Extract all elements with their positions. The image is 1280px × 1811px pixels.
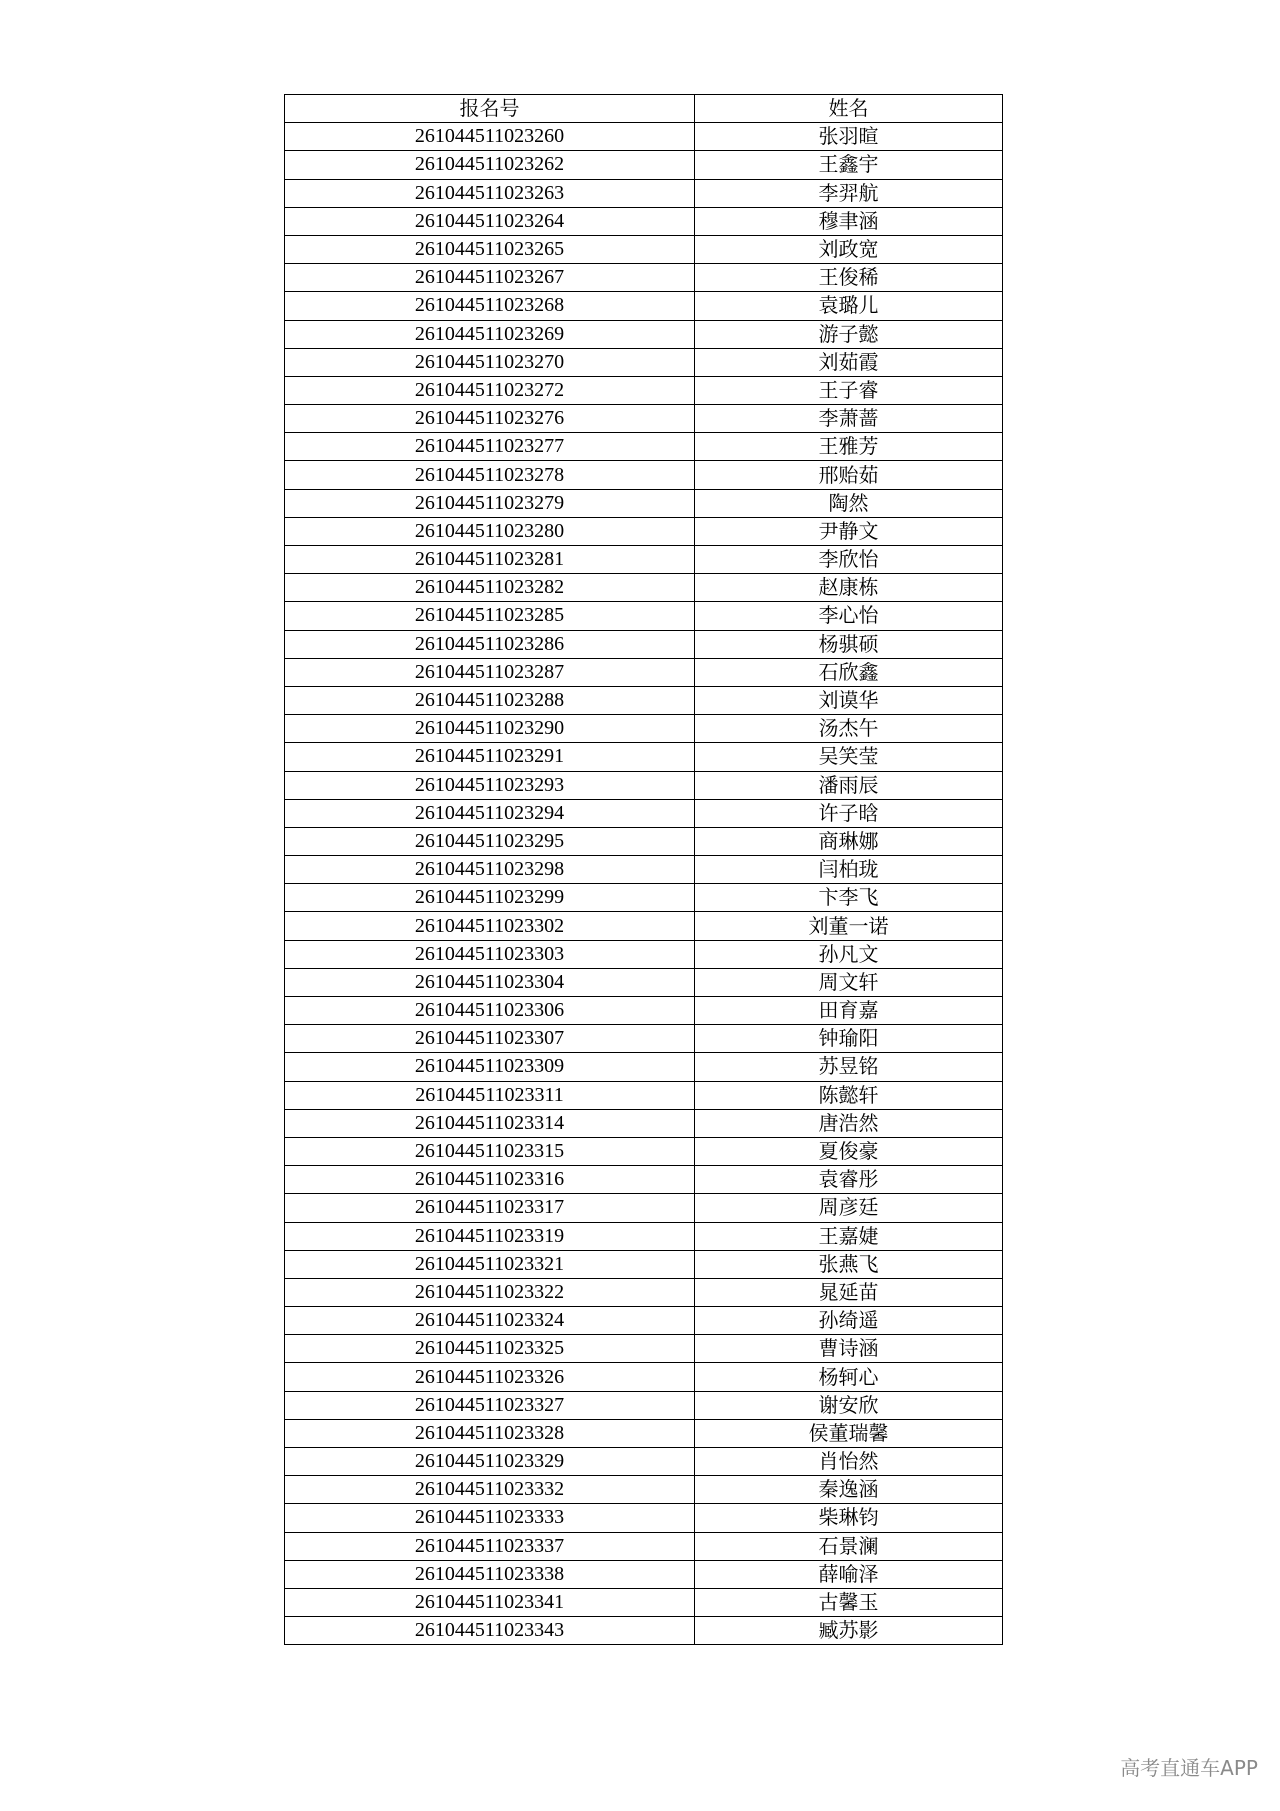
table-row bbox=[285, 489, 1003, 517]
registration-number-cell: 261044511023319 bbox=[285, 1222, 695, 1250]
student-name-cell: 张羽暄 bbox=[695, 123, 1003, 151]
student-name-cell: 侯董瑞馨 bbox=[695, 1419, 1003, 1447]
table-row bbox=[285, 658, 1003, 686]
table-row bbox=[285, 856, 1003, 884]
registration-number-cell: 261044511023278 bbox=[285, 461, 695, 489]
student-name-cell: 肖怡然 bbox=[695, 1448, 1003, 1476]
table-row bbox=[285, 1532, 1003, 1560]
registration-number-cell: 261044511023328 bbox=[285, 1419, 695, 1447]
student-name-cell: 唐浩然 bbox=[695, 1109, 1003, 1137]
registration-number-cell: 261044511023282 bbox=[285, 574, 695, 602]
table-row bbox=[285, 1194, 1003, 1222]
table-row bbox=[285, 348, 1003, 376]
registration-number-cell: 261044511023304 bbox=[285, 968, 695, 996]
student-name-cell: 杨骐硕 bbox=[695, 630, 1003, 658]
student-name-cell: 薛喻泽 bbox=[695, 1560, 1003, 1588]
table-row bbox=[285, 1081, 1003, 1109]
column-header-registration-number: 报名号 bbox=[285, 95, 695, 123]
student-name-cell: 潘雨辰 bbox=[695, 771, 1003, 799]
registration-number-cell: 261044511023269 bbox=[285, 320, 695, 348]
student-name-cell: 李萧蔷 bbox=[695, 405, 1003, 433]
table-row bbox=[285, 940, 1003, 968]
student-name-cell: 臧苏影 bbox=[695, 1617, 1003, 1645]
student-name-cell: 李羿航 bbox=[695, 179, 1003, 207]
registration-number-cell: 261044511023329 bbox=[285, 1448, 695, 1476]
table-body bbox=[285, 123, 1003, 1645]
table-row bbox=[285, 1109, 1003, 1137]
table-row bbox=[285, 1617, 1003, 1645]
registration-number-cell: 261044511023314 bbox=[285, 1109, 695, 1137]
student-name-cell: 王鑫宇 bbox=[695, 151, 1003, 179]
registration-number-cell: 261044511023279 bbox=[285, 489, 695, 517]
student-name-cell: 钟瑜阳 bbox=[695, 1025, 1003, 1053]
student-name-cell: 游子懿 bbox=[695, 320, 1003, 348]
student-name-cell: 古馨玉 bbox=[695, 1588, 1003, 1616]
student-name-cell: 秦逸涵 bbox=[695, 1476, 1003, 1504]
student-name-cell: 柴琳钧 bbox=[695, 1504, 1003, 1532]
table-row bbox=[285, 123, 1003, 151]
registration-number-cell: 261044511023265 bbox=[285, 235, 695, 263]
student-name-cell: 田育嘉 bbox=[695, 997, 1003, 1025]
student-name-cell: 李心怡 bbox=[695, 602, 1003, 630]
student-name-cell: 王子睿 bbox=[695, 376, 1003, 404]
student-name-cell: 夏俊豪 bbox=[695, 1137, 1003, 1165]
student-name-cell: 陶然 bbox=[695, 489, 1003, 517]
registration-number-cell: 261044511023290 bbox=[285, 715, 695, 743]
table-row bbox=[285, 264, 1003, 292]
registration-number-cell: 261044511023262 bbox=[285, 151, 695, 179]
student-name-cell: 晁延苗 bbox=[695, 1278, 1003, 1306]
table-row bbox=[285, 461, 1003, 489]
registration-number-cell: 261044511023303 bbox=[285, 940, 695, 968]
registration-number-cell: 261044511023326 bbox=[285, 1363, 695, 1391]
student-name-cell: 杨轲心 bbox=[695, 1363, 1003, 1391]
registration-number-cell: 261044511023276 bbox=[285, 405, 695, 433]
table-row bbox=[285, 1278, 1003, 1306]
student-name-cell: 王俊稀 bbox=[695, 264, 1003, 292]
student-name-cell: 石景澜 bbox=[695, 1532, 1003, 1560]
table-row bbox=[285, 1250, 1003, 1278]
registration-number-cell: 261044511023268 bbox=[285, 292, 695, 320]
student-name-cell: 袁睿彤 bbox=[695, 1166, 1003, 1194]
registration-number-cell: 261044511023291 bbox=[285, 743, 695, 771]
registration-number-cell: 261044511023315 bbox=[285, 1137, 695, 1165]
table-row bbox=[285, 1419, 1003, 1447]
student-name-cell: 周彦廷 bbox=[695, 1194, 1003, 1222]
table-row bbox=[285, 1137, 1003, 1165]
registration-number-cell: 261044511023288 bbox=[285, 686, 695, 714]
registration-number-cell: 261044511023263 bbox=[285, 179, 695, 207]
student-name-cell: 周文轩 bbox=[695, 968, 1003, 996]
table-row bbox=[285, 207, 1003, 235]
student-name-cell: 赵康栋 bbox=[695, 574, 1003, 602]
table-row bbox=[285, 884, 1003, 912]
student-name-cell: 闫柏珑 bbox=[695, 856, 1003, 884]
registration-number-cell: 261044511023324 bbox=[285, 1307, 695, 1335]
table-row bbox=[285, 1448, 1003, 1476]
student-name-cell: 曹诗涵 bbox=[695, 1335, 1003, 1363]
table-row bbox=[285, 630, 1003, 658]
registration-number-cell: 261044511023267 bbox=[285, 264, 695, 292]
table-row bbox=[285, 799, 1003, 827]
student-name-cell: 刘董一诺 bbox=[695, 912, 1003, 940]
student-name-cell: 穆聿涵 bbox=[695, 207, 1003, 235]
registration-number-cell: 261044511023338 bbox=[285, 1560, 695, 1588]
table-row bbox=[285, 827, 1003, 855]
student-name-cell: 卞李飞 bbox=[695, 884, 1003, 912]
student-name-cell: 李欣怡 bbox=[695, 546, 1003, 574]
table-row bbox=[285, 1476, 1003, 1504]
registration-number-cell: 261044511023306 bbox=[285, 997, 695, 1025]
table-row bbox=[285, 235, 1003, 263]
table-row bbox=[285, 1560, 1003, 1588]
student-name-cell: 袁璐儿 bbox=[695, 292, 1003, 320]
table-row bbox=[285, 743, 1003, 771]
table-row bbox=[285, 1504, 1003, 1532]
registration-number-cell: 261044511023298 bbox=[285, 856, 695, 884]
student-name-cell: 刘谟华 bbox=[695, 686, 1003, 714]
registration-number-cell: 261044511023307 bbox=[285, 1025, 695, 1053]
student-name-cell: 刘政宽 bbox=[695, 235, 1003, 263]
table-row bbox=[285, 771, 1003, 799]
table-row bbox=[285, 151, 1003, 179]
table-row bbox=[285, 517, 1003, 545]
table-row bbox=[285, 1363, 1003, 1391]
registration-number-cell: 261044511023272 bbox=[285, 376, 695, 404]
registration-number-cell: 261044511023333 bbox=[285, 1504, 695, 1532]
registration-number-cell: 261044511023343 bbox=[285, 1617, 695, 1645]
admission-list-table bbox=[284, 94, 1003, 1645]
registration-number-cell: 261044511023337 bbox=[285, 1532, 695, 1560]
registration-number-cell: 261044511023293 bbox=[285, 771, 695, 799]
registration-number-cell: 261044511023285 bbox=[285, 602, 695, 630]
student-name-cell: 尹静文 bbox=[695, 517, 1003, 545]
student-name-cell: 邢贻茹 bbox=[695, 461, 1003, 489]
registration-number-cell: 261044511023299 bbox=[285, 884, 695, 912]
table-row bbox=[285, 376, 1003, 404]
registration-number-cell: 261044511023311 bbox=[285, 1081, 695, 1109]
table-row bbox=[285, 179, 1003, 207]
registration-number-cell: 261044511023281 bbox=[285, 546, 695, 574]
table-header-row bbox=[285, 95, 1003, 123]
student-name-cell: 张燕飞 bbox=[695, 1250, 1003, 1278]
table-row bbox=[285, 320, 1003, 348]
registration-number-cell: 261044511023302 bbox=[285, 912, 695, 940]
table-row bbox=[285, 968, 1003, 996]
registration-number-cell: 261044511023286 bbox=[285, 630, 695, 658]
student-name-cell: 汤杰午 bbox=[695, 715, 1003, 743]
registration-number-cell: 261044511023309 bbox=[285, 1053, 695, 1081]
table-row bbox=[285, 1025, 1003, 1053]
registration-number-cell: 261044511023325 bbox=[285, 1335, 695, 1363]
table-row bbox=[285, 1166, 1003, 1194]
table-row bbox=[285, 715, 1003, 743]
registration-number-cell: 261044511023280 bbox=[285, 517, 695, 545]
table-row bbox=[285, 997, 1003, 1025]
student-name-cell: 陈懿轩 bbox=[695, 1081, 1003, 1109]
watermark-text: 高考直通车APP bbox=[1120, 1756, 1258, 1780]
column-header-name: 姓名 bbox=[695, 95, 1003, 123]
table-row bbox=[285, 405, 1003, 433]
table-row bbox=[285, 546, 1003, 574]
table-row bbox=[285, 1391, 1003, 1419]
table-row bbox=[285, 433, 1003, 461]
student-name-cell: 吴笑莹 bbox=[695, 743, 1003, 771]
registration-number-cell: 261044511023321 bbox=[285, 1250, 695, 1278]
student-name-cell: 刘茹霞 bbox=[695, 348, 1003, 376]
registration-number-cell: 261044511023294 bbox=[285, 799, 695, 827]
table-row bbox=[285, 1222, 1003, 1250]
table-row bbox=[285, 292, 1003, 320]
student-name-cell: 商琳娜 bbox=[695, 827, 1003, 855]
table-row bbox=[285, 1053, 1003, 1081]
registration-number-cell: 261044511023322 bbox=[285, 1278, 695, 1306]
registration-number-cell: 261044511023260 bbox=[285, 123, 695, 151]
registration-number-cell: 261044511023270 bbox=[285, 348, 695, 376]
registration-number-cell: 261044511023332 bbox=[285, 1476, 695, 1504]
table-row bbox=[285, 1335, 1003, 1363]
table-row bbox=[285, 912, 1003, 940]
student-name-cell: 谢安欣 bbox=[695, 1391, 1003, 1419]
registration-number-cell: 261044511023264 bbox=[285, 207, 695, 235]
student-name-cell: 孙绮遥 bbox=[695, 1307, 1003, 1335]
registration-number-cell: 261044511023341 bbox=[285, 1588, 695, 1616]
student-name-cell: 石欣鑫 bbox=[695, 658, 1003, 686]
student-name-cell: 王雅芳 bbox=[695, 433, 1003, 461]
student-name-cell: 王嘉婕 bbox=[695, 1222, 1003, 1250]
table-row bbox=[285, 686, 1003, 714]
table-row bbox=[285, 574, 1003, 602]
registration-number-cell: 261044511023295 bbox=[285, 827, 695, 855]
student-name-cell: 孙凡文 bbox=[695, 940, 1003, 968]
registration-number-cell: 261044511023327 bbox=[285, 1391, 695, 1419]
registration-number-cell: 261044511023316 bbox=[285, 1166, 695, 1194]
registration-number-cell: 261044511023317 bbox=[285, 1194, 695, 1222]
table-row bbox=[285, 602, 1003, 630]
student-name-cell: 许子晗 bbox=[695, 799, 1003, 827]
table-row bbox=[285, 1307, 1003, 1335]
table-row bbox=[285, 1588, 1003, 1616]
student-name-cell: 苏昱铭 bbox=[695, 1053, 1003, 1081]
registration-number-cell: 261044511023277 bbox=[285, 433, 695, 461]
registration-number-cell: 261044511023287 bbox=[285, 658, 695, 686]
